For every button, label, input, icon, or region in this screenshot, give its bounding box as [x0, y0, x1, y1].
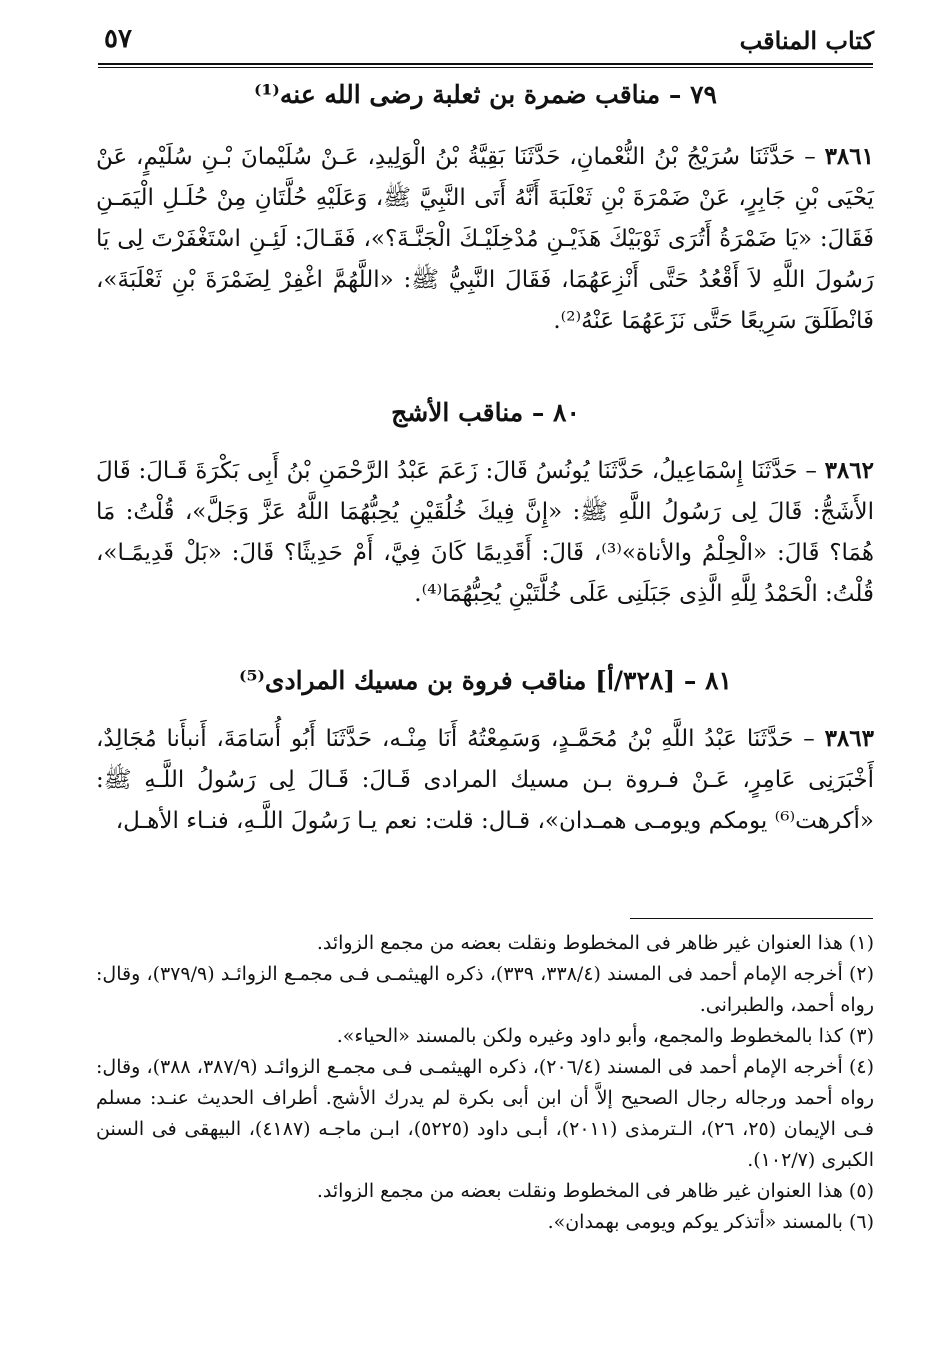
hadith-text: – حَدَّثَنَا إِسْمَاعِيلُ، حَدَّثَنَا يُونُسُ قَالَ: زَعَمَ عَبْدُ الرَّحْمَنِ بْنُ أَبِى بَكْرَةَ قَـالَ: قَالَ الأَشَجُّ: قَالَ لِى رَسُولُ اللَّهِ ﷺ: «إِنَّ فِيكَ خُلُقَيْنِ يُحِبُّهُمَا اللَّهُ عَزَّ وَجَلَّ»، قُلْتُ: مَا هُمَا؟ قَالَ: «الْحِلْمُ والأناة»⁽³⁾، قَالَ: أَقَدِيمًا كَانَ فِيَّ، أَمْ حَدِيثًا؟ قَالَ: «بَلْ قَدِيمًـا»، قُلْتُ: الْحَمْدُ لِلَّهِ الَّذِى جَبَلَنِى عَلَى خُلَّتَيْنِ يُحِبُّهُمَا⁽⁴⁾.	[96, 458, 874, 607]
section-heading-79: ٧٩ – مناقب ضمرة بن ثعلبة رضى الله عنه⁽¹⁾	[254, 80, 717, 109]
running-header-title: كتاب المناقب	[739, 26, 874, 55]
page-number: ٥٧	[104, 24, 132, 54]
hadith-number: ٣٨٦٢	[824, 457, 874, 484]
section-heading-81: ٨١ – [٣٢٨/أ] مناقب فروة بن مسيك المرادى⁽⁵⁾	[239, 666, 732, 695]
footnote-1: (١) هذا العنوان غير ظاهر فى المخطوط ونقلت بعضه من مجمع الزوائد.	[316, 932, 874, 954]
footnote-3: (٣) كذا بالمخطوط والمجمع، وأبو داود وغيره ولكن بالمسند «الحياء».	[336, 1025, 874, 1047]
footnotes	[96, 928, 874, 1238]
hadith-3861	[96, 136, 874, 342]
hadith-text: – حَدَّثَنَا عَبْدُ اللَّهِ بْنُ مُحَمَّـدٍ، وَسَمِعْتُهُ أَنَا مِنْـه، حَدَّثَنَا أَبُو أُسَامَةَ، أَنبأَنا مُجَالِدٌ، أَخْبَرَنِى عَامِرٍ، عَـنْ فـروة بـن مسيك المرادى قَـالَ: قَـالَ لِى رَسُولُ اللَّـهِ ﷺ: «أكرهت⁽⁶⁾ يومكم ويومـى همـدان»، قـال: قلت: نعم يـا رَسُولَ اللَّـهِ، فنـاء الأهـل،	[96, 726, 874, 834]
header-rule	[98, 63, 873, 65]
footnote-4: (٤) أخرجه الإمام أحمد فى المسند (٢٠٦/٤)، ذكره الهيثمـى فـى مجمـع الزوائـد (٣٨٧/٩، ٣٨٨)، وقال: رواه أحمد ورجاله رجال الصحيح إلاَّ أن ابن أبى بكرة لم يدرك الأشج. أطراف الحديث عنـد: مسلم فـى الإيمان (٢٥، ٢٦)، الـترمذى (٢٠١١)، أبـى داود (٥٢٢٥)، ابـن ماجـه (٤١٨٧)، البيهقى فى السنن الكبرى (١٠٢/٧).	[96, 1056, 875, 1171]
hadith-3863	[96, 718, 874, 842]
footnote-5: (٥) هذا العنوان غير ظاهر فى المخطوط ونقلت بعضه من مجمع الزوائد.	[316, 1180, 874, 1202]
section-heading-80: ٨٠ – مناقب الأشج	[391, 398, 580, 427]
hadith-number: ٣٨٦١	[824, 143, 874, 170]
header-rule-thin	[98, 67, 873, 68]
hadith-text: – حَدَّثَنَا سُرَيْجُ بْنُ النُّعْمانِ، حَدَّثَنَا بَقِيَّةُ بْنُ الْوَلِيدِ، عَـنْ سُلَيْمانَ بْـنِ سُلَيْمٍ، عَنْ يَحْيَى بْنِ جَابِرٍ، عَنْ ضَمْرَةَ بْنِ ثَعْلَبَةَ أَنَّهُ أَتَى النَّبِيَّ ﷺ، وَعَلَيْهِ حُلَّتَانِ مِنْ حُلَـلِ الْيَمَـنِ فَقَالَ: «يَا ضَمْرَةُ أَتُرَى ثَوْبَيْكَ هَذَيْـنِ مُدْخِلَيْـكَ الْجَنَّـةَ؟»، فَقَـالَ: لَئِـنِ اسْتَغْفَرْتَ لِى يَا رَسُولَ اللَّهِ لاَ أَقْعُدُ حَتَّى أَنْزِعَهُمَا، فَقَالَ النَّبِيُّ ﷺ: «اللَّهُمَّ اغْفِرْ لِضَمْرَةَ بْنِ ثَعْلَبَةَ»، فَانْطَلَقَ سَرِيعًا حَتَّى نَزَعَهُمَا عَنْهُ⁽²⁾.	[96, 144, 875, 334]
hadith-number: ٣٨٦٣	[824, 725, 874, 752]
hadith-3862	[96, 450, 874, 615]
footnote-6: (٦) بالمسند «أتذكر يوكم ويومى بهمدان».	[547, 1211, 874, 1233]
footnote-2: (٢) أخرجه الإمام أحمد فى المسند (٣٣٨/٤، ٣٣٩)، ذكره الهيثمـى فـى مجمـع الزوائـد (٣٧٩/٩)، وقال: رواه أحمد، والطبرانى.	[96, 963, 874, 1016]
footnote-separator	[630, 918, 873, 919]
